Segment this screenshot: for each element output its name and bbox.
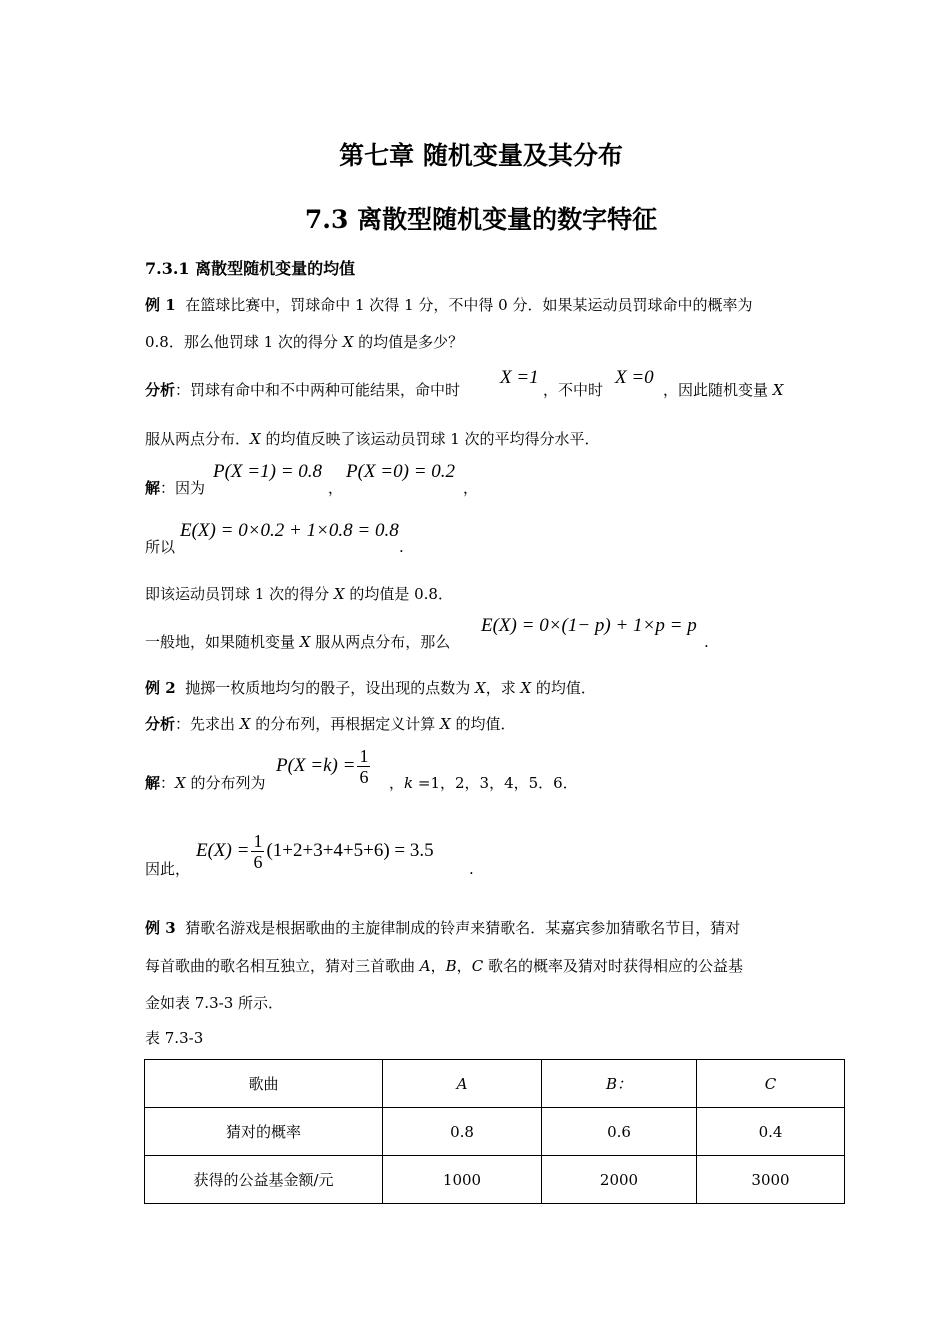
probability-table xyxy=(144,1059,845,1204)
math-expectation: E(X) = 0×0.2 + 1×0.8 = 0.8 xyxy=(180,520,399,541)
fraction-one-sixth: $\frac{1}{6}$ xyxy=(359,746,369,787)
ex3-line2: 每首歌曲的歌名相互独立，猜对三首歌曲 A，B，C 歌名的概率及猜对时获得相应的公益基 xyxy=(145,957,743,975)
math-x-equals-0: X =0 xyxy=(615,367,654,388)
table-header-cell: B： xyxy=(542,1060,697,1108)
math-general-expectation: E(X) = 0×(1− p) + 1×p = p xyxy=(481,615,697,636)
table-cell: 2000 xyxy=(542,1156,697,1204)
table-header-cell: A xyxy=(383,1060,542,1108)
table-row xyxy=(145,1156,845,1204)
ex1-line1: 例 1 在篮球比赛中，罚球命中 1 次得 1 分，不中得 0 分．如果某运动员罚球命中的概率为 xyxy=(145,296,753,314)
ex1-analysis-line1: 分析：罚球有命中和不中两种可能结果，命中时 xyxy=(145,381,461,399)
ex1-line2: 0.8．那么他罚球 1 次的得分 X 的均值是多少？ xyxy=(145,333,464,351)
ex2-analysis: 分析：先求出 X 的分布列，再根据定义计算 X 的均值． xyxy=(145,715,516,733)
ex3-line3: 金如表 7.3-3 所示． xyxy=(145,994,284,1012)
ex1-analysis-mid: ，不中时 xyxy=(543,381,604,399)
fraction-one-sixth-2: $\frac{1}{6}$ xyxy=(253,831,263,872)
math-p-x0: P(X =0) = 0.2 xyxy=(346,461,456,482)
ex1-label: 例 1 xyxy=(145,296,176,314)
ex1-analysis-line2: 服从两点分布．X 的均值反映了该运动员罚球 1 次的平均得分水平． xyxy=(145,430,600,448)
section-title: 7.3 离散型随机变量的数字特征 xyxy=(304,205,658,234)
chapter-title: 第七章 随机变量及其分布 xyxy=(339,141,623,170)
ex2-therefore-label: 因此， xyxy=(145,860,191,878)
table-caption: 表 7.3-3 xyxy=(145,1029,204,1047)
table-header-cell: C xyxy=(697,1060,845,1108)
ex1-general: 一般地，如果随机变量 X 服从两点分布，那么 xyxy=(145,633,451,651)
subsection-title: 7.3.1 离散型随机变量的均值 xyxy=(145,259,356,278)
ex1-comma-1: ， xyxy=(328,479,344,497)
ex1-analysis-tail: ，因此随机变量 X xyxy=(663,381,784,399)
math-pmf: P(X =k) = $\frac{1}{6}$ xyxy=(276,746,369,787)
math-x-equals-1: X =1 xyxy=(500,367,539,388)
ex2-k-list: ，k =1，2，3，4，5．6． xyxy=(389,774,578,792)
math-ex-dice: E(X) = $\frac{1}{6}$ (1+2+3+4+5+6) = 3.5 xyxy=(196,831,434,872)
ex1-period-2: . xyxy=(704,633,709,651)
ex1-comma-2: ， xyxy=(463,479,479,497)
table-row xyxy=(145,1108,845,1156)
table-cell: 获得的公益基金额/元 xyxy=(145,1156,383,1204)
table-header-cell: 歌曲 xyxy=(145,1060,383,1108)
ex2-period: . xyxy=(469,860,474,878)
table-header-row xyxy=(145,1060,845,1108)
table-cell: 3000 xyxy=(697,1156,845,1204)
ex1-conclusion: 即该运动员罚球 1 次的得分 X 的均值是 0.8． xyxy=(145,585,453,603)
table-cell: 0.8 xyxy=(383,1108,542,1156)
ex2-solution-label: 解：X 的分布列为 xyxy=(145,774,266,792)
table-cell: 1000 xyxy=(383,1156,542,1204)
ex1-period-1: . xyxy=(399,538,404,556)
table-cell: 0.4 xyxy=(697,1108,845,1156)
table-cell: 0.6 xyxy=(542,1108,697,1156)
ex2-line: 例 2 抛掷一枚质地均匀的骰子，设出现的点数为 X，求 X 的均值． xyxy=(145,679,596,697)
ex1-solution-label: 解：因为 xyxy=(145,479,206,497)
math-p-x1: P(X =1) = 0.8 xyxy=(213,461,323,482)
ex3-line1: 例 3 猜歌名游戏是根据歌曲的主旋律制成的铃声来猜歌名．某嘉宾参加猜歌名节目，猜对 xyxy=(145,919,741,937)
ex1-so-label: 所以 xyxy=(145,538,176,556)
table-cell: 猜对的概率 xyxy=(145,1108,383,1156)
